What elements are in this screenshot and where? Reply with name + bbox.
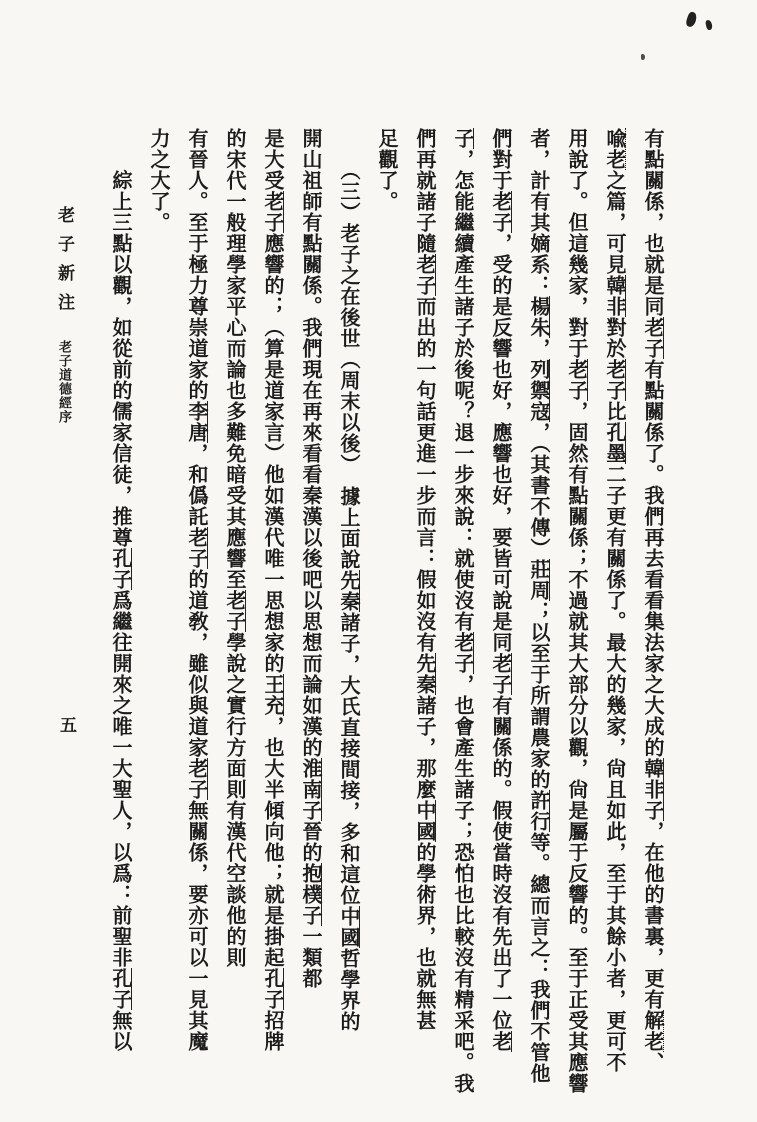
text-column xyxy=(139,128,177,1118)
text-segment: 哲學界的 xyxy=(337,948,359,1032)
text-segment: 諸子，大氏直接間接，多和這位 xyxy=(337,612,359,906)
text-segment: 之篇，可見 xyxy=(603,170,625,275)
text-column xyxy=(405,128,443,1118)
proper-name-marked-text: 許行 xyxy=(527,790,549,832)
text-segment: 綜上三點以觀，如從前的儒家信徒，推尊 xyxy=(109,128,131,548)
proper-name-marked-text: 孔子 xyxy=(109,968,131,1010)
proper-name-marked-text: 老子 xyxy=(603,359,625,401)
text-segment: 對於 xyxy=(603,317,625,359)
proper-name-marked-text: 老子 xyxy=(489,653,511,695)
text-segment: 有晉人。至于極力尊崇道家的 xyxy=(185,128,207,401)
text-segment: 、 xyxy=(641,1052,663,1073)
proper-name-marked-text: 老子 xyxy=(641,317,663,359)
text-segment: 爲繼往開來之唯一大聖人，以爲：前聖非 xyxy=(109,590,131,968)
text-segment: ，（其書不傳） xyxy=(527,422,549,559)
text-segment: 而出的一句話更進一步而言：假如沒有 xyxy=(413,296,435,653)
text-segment: 的宋代一般理學家平心而論也多難免暗受其應響至 xyxy=(223,128,245,590)
text-segment: 有點關係了。我們再去看看集法家之大成的 xyxy=(641,359,663,758)
text-segment: 們對于 xyxy=(489,128,511,191)
text-segment: ；以至于所謂農家的 xyxy=(527,601,549,790)
proper-name-marked-text: 子 xyxy=(451,128,473,149)
text-column xyxy=(519,128,557,1118)
text-segment: 用說了。但這幾家，對于 xyxy=(565,128,587,359)
text-segment: ，在他的書裏，更有 xyxy=(641,821,663,1010)
proper-name-marked-text: 先秦 xyxy=(413,653,435,695)
text-segment: ，怎能繼續產生諸子於後呢？退一步來說：就使沒有 xyxy=(451,149,473,632)
running-book-title: 老子新注 xyxy=(55,206,74,322)
proper-name-marked-text: 老子 xyxy=(223,590,245,632)
proper-name-marked-text: 韓非子 xyxy=(641,758,663,821)
proper-name-marked-text: 李唐 xyxy=(185,401,207,443)
proper-name-marked-text: 孔墨 xyxy=(603,422,625,464)
section-heading-column xyxy=(329,128,367,1118)
text-segment: 力之大了。 xyxy=(147,128,169,233)
text-segment: 的學術界，也就無甚 xyxy=(413,842,435,1031)
text-segment: 的道敎，雖似與道家 xyxy=(185,569,207,758)
proper-name-marked-text: 老子 xyxy=(185,527,207,569)
proper-name-marked-text: 楊朱 xyxy=(527,296,549,338)
text-segment: 無以 xyxy=(109,1010,131,1052)
proper-name-marked-text: 老 xyxy=(489,1031,511,1052)
proper-name-marked-text: 列禦寇 xyxy=(527,359,549,422)
text-segment: 等。總而言之：我們不管他 xyxy=(527,832,549,1084)
proper-name-marked-text: 中國 xyxy=(413,800,435,842)
text-column xyxy=(291,128,329,1118)
text-segment: （三）老子之在後世（周末以後） 據上面說 xyxy=(337,128,359,570)
text-column xyxy=(595,128,633,1118)
text-segment: ，固然有點關係；不過就其大部分以觀，尙是屬于反響的。至于正受其應響 xyxy=(565,401,587,1094)
text-column xyxy=(481,128,519,1118)
text-segment: 二子更有關係了。最大的幾家，尙且如此，至于其餘小者，更可不 xyxy=(603,464,625,1073)
text-segment: 足觀了。 xyxy=(375,128,397,212)
chapter-title: 老子道德經序 xyxy=(57,340,72,424)
text-segment: 晉的 xyxy=(299,821,321,863)
book-title-marked-text: 解老 xyxy=(641,1010,663,1052)
text-segment: 無關係，要亦可以一見其魔 xyxy=(185,800,207,1052)
text-segment: 有關係的。假使當時沒有先出了一位 xyxy=(489,695,511,1031)
text-segment: 有點關係，也就是同 xyxy=(641,128,663,317)
proper-name-marked-text: 中國 xyxy=(337,906,359,948)
proper-name-marked-text: 王充 xyxy=(261,674,283,716)
text-segment: 們再就諸子隨 xyxy=(413,128,435,254)
ink-speck xyxy=(705,19,713,30)
proper-name-marked-text: 莊周 xyxy=(527,559,549,601)
text-segment: 是大受 xyxy=(261,128,283,191)
proper-name-marked-text: 老子 xyxy=(451,632,473,674)
page-number: 五 xyxy=(57,716,76,733)
text-segment: 諸子，那麼 xyxy=(413,695,435,800)
text-column xyxy=(253,128,291,1118)
text-segment: 比 xyxy=(603,401,625,422)
text-segment: ，也大半傾向他；就是掛起 xyxy=(261,716,283,968)
text-segment: 者，計有其嫡系： xyxy=(527,128,549,296)
proper-name-marked-text: 抱樸子 xyxy=(299,863,321,926)
text-column xyxy=(101,128,139,1118)
book-title-marked-text: 喩老 xyxy=(603,128,625,170)
text-segment: ， xyxy=(527,338,549,359)
text-column xyxy=(633,128,671,1118)
text-segment: ，也會產生諸子；恐怕也比較沒有精采吧。我 xyxy=(451,674,473,1094)
proper-name-marked-text: 韓非 xyxy=(603,275,625,317)
text-segment: 招牌 xyxy=(261,1010,283,1052)
proper-name-marked-text: 老子 xyxy=(565,359,587,401)
text-column xyxy=(215,128,253,1118)
proper-name-marked-text: 先秦 xyxy=(337,570,359,612)
text-segment: 學說之實行方面則有漢代空談他的則 xyxy=(223,632,245,968)
text-column xyxy=(443,128,481,1118)
text-segment: 開山祖師有點關係。我們現在再來看看秦漢以後吧以思想而論如漢的 xyxy=(299,128,321,758)
text-column xyxy=(557,128,595,1118)
proper-name-marked-text: 淮南子 xyxy=(299,758,321,821)
text-column xyxy=(367,128,405,1118)
proper-name-marked-text: 老子 xyxy=(489,191,511,233)
text-segment: ，和僞託 xyxy=(185,443,207,527)
ink-speck xyxy=(685,11,698,28)
proper-name-marked-text: 老子 xyxy=(185,758,207,800)
text-column xyxy=(177,128,215,1118)
text-segment: 一類都 xyxy=(299,926,321,989)
main-text-block xyxy=(101,128,671,1118)
proper-name-marked-text: 孔子 xyxy=(261,968,283,1010)
proper-name-marked-text: 老子 xyxy=(261,191,283,233)
proper-name-marked-text: 孔子 xyxy=(109,548,131,590)
text-segment: ，受的是反響也好，應響也好，要皆可說是同 xyxy=(489,233,511,653)
text-segment: 應響的；（算是道家言）他如漢代唯一思想家的 xyxy=(261,233,283,674)
ink-speck xyxy=(641,54,645,60)
proper-name-marked-text: 老子 xyxy=(413,254,435,296)
